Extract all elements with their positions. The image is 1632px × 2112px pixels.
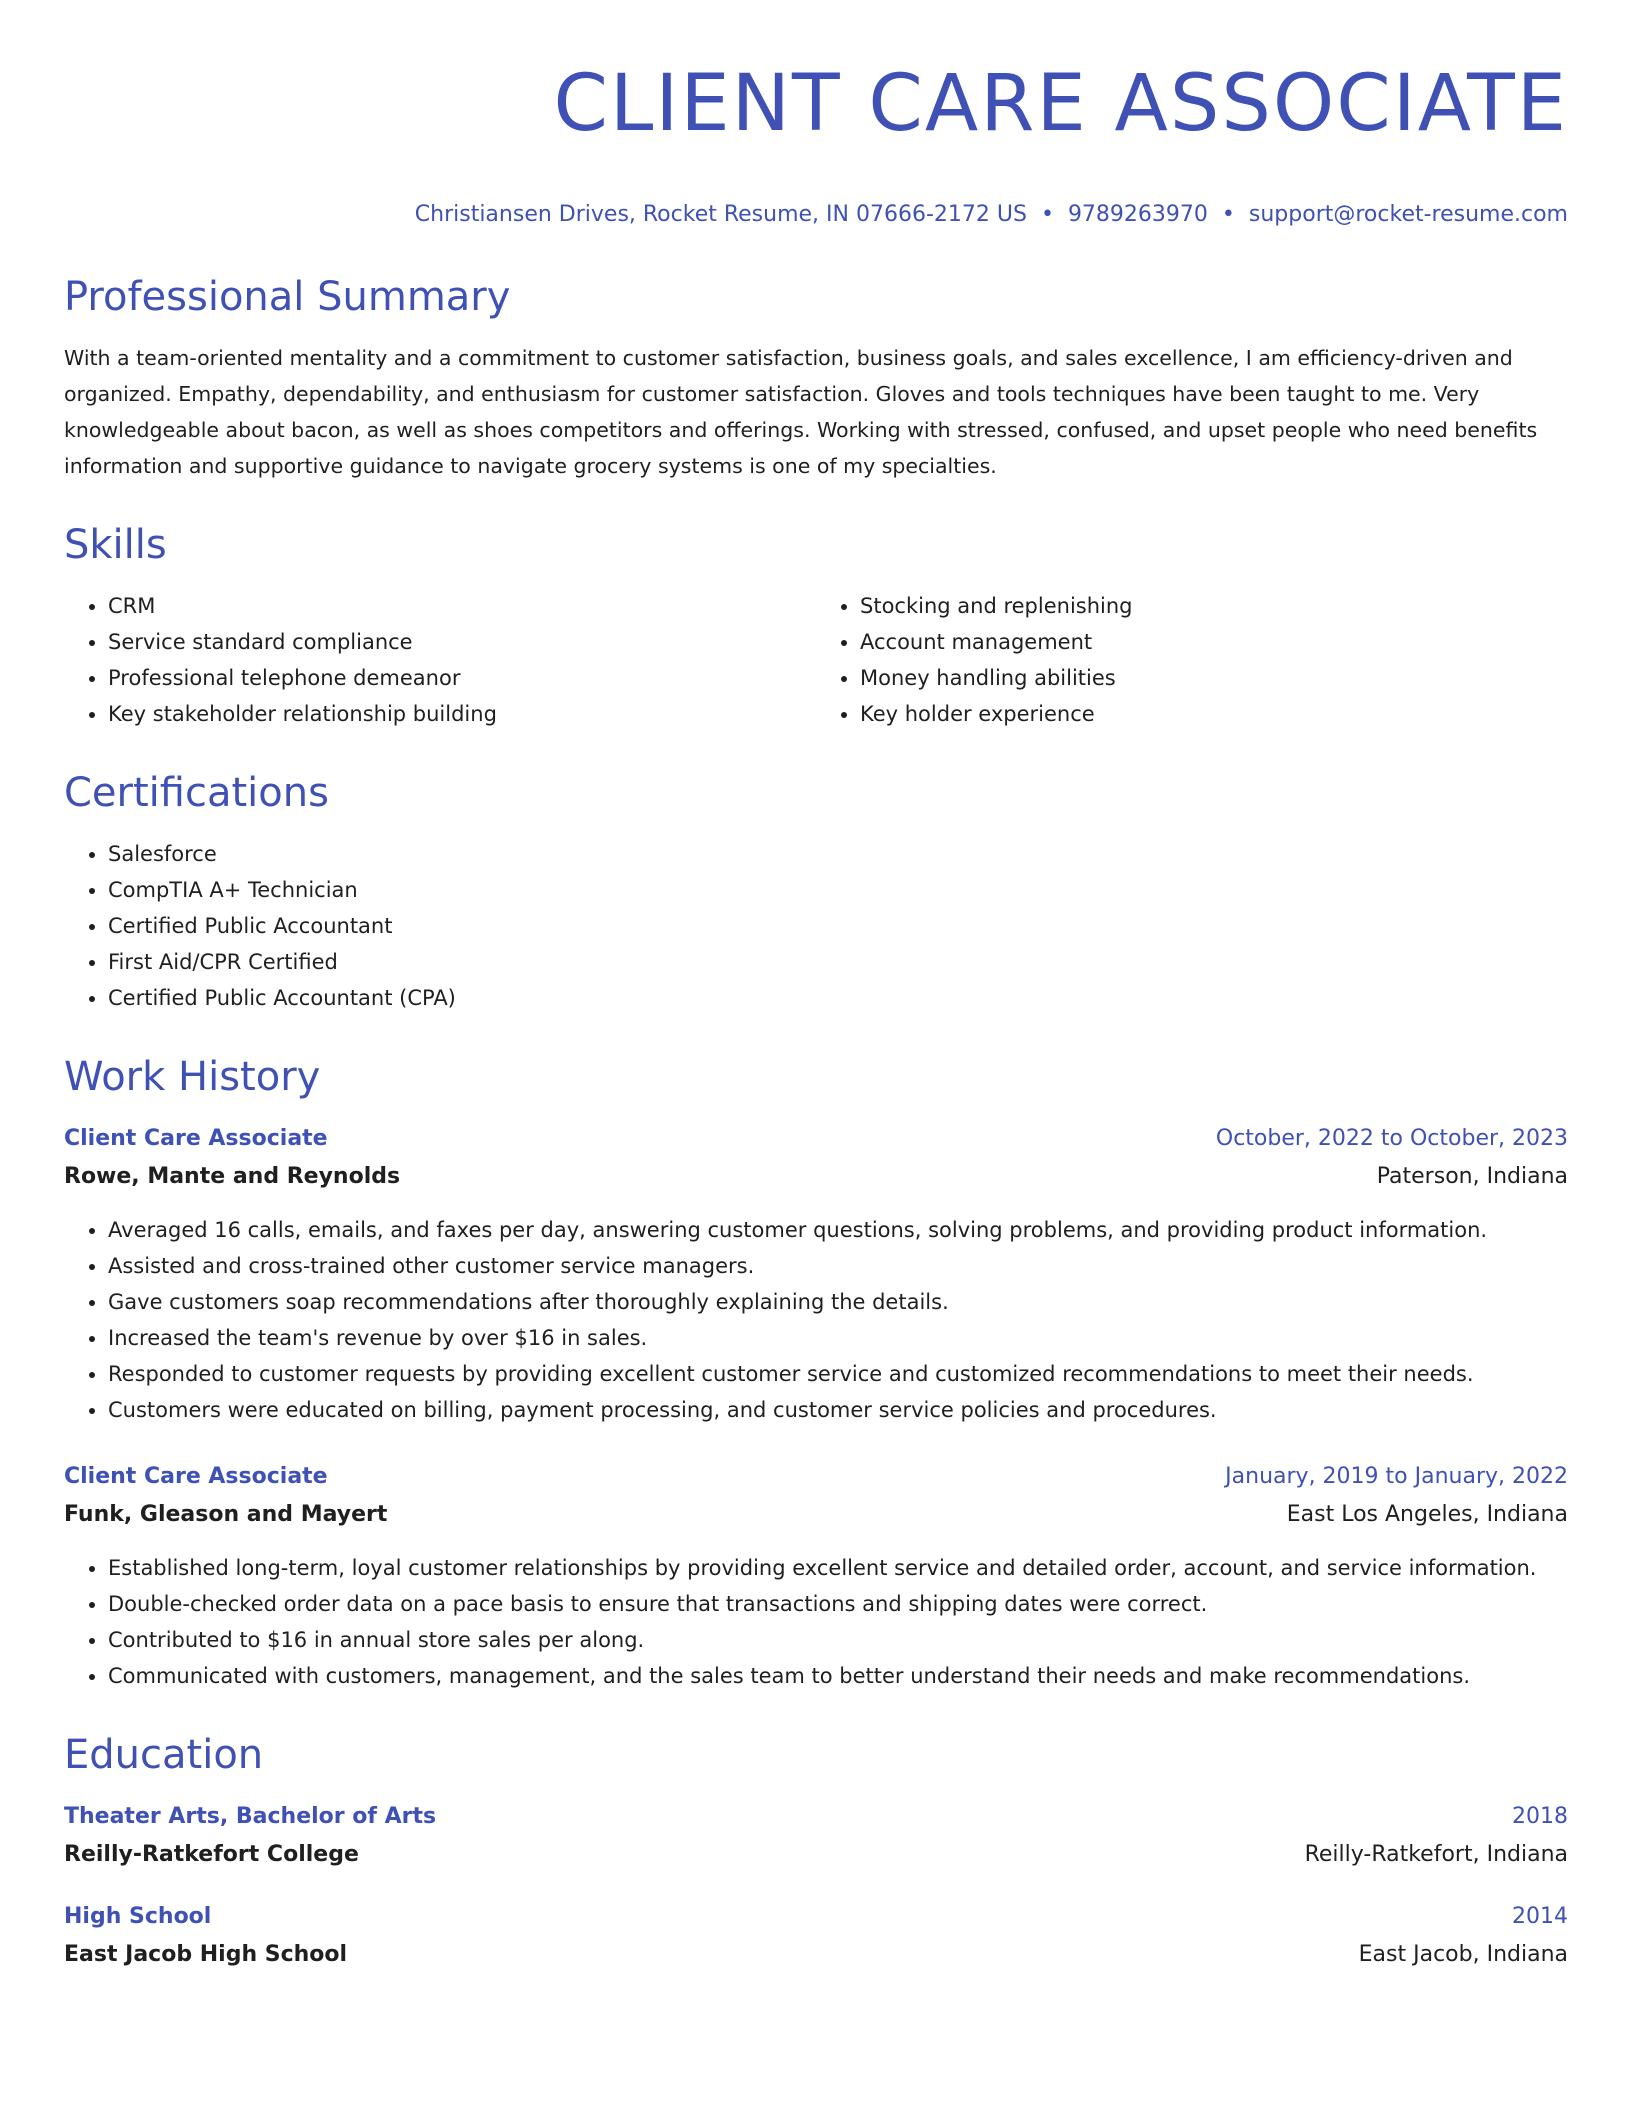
certification-item: • Certified Public Accountant (CPA) <box>108 980 1568 1016</box>
certifications-list <box>64 836 1568 1016</box>
skill-item: • Stocking and replenishing <box>860 588 1568 624</box>
job-bullets <box>64 1550 1568 1694</box>
degree: Theater Arts, Bachelor of Arts <box>64 1804 437 1829</box>
education-header-row <box>64 1798 1568 1836</box>
degree: High School <box>64 1904 212 1929</box>
skill-item: • Professional telephone demeanor <box>108 660 816 696</box>
job-bullet: • Contributed to $16 in annual store sales per along. <box>108 1622 1568 1658</box>
education-school-row <box>64 1936 1568 1974</box>
job-location: Paterson, Indiana <box>1376 1164 1568 1189</box>
certification-item: • Salesforce <box>108 836 1568 872</box>
job-bullet: • Customers were educated on billing, payment processing, and customer service policies and procedures. <box>108 1392 1568 1428</box>
education-header-row <box>64 1898 1568 1936</box>
school-name: Reilly-Ratkefort College <box>64 1842 359 1867</box>
skills-column-right <box>816 588 1568 732</box>
job-title: Client Care Associate <box>64 1464 328 1489</box>
summary-heading: Professional Summary <box>64 274 511 320</box>
school-location: Reilly-Ratkefort, Indiana <box>1304 1842 1568 1867</box>
job-bullet: • Responded to customer requests by providing excellent customer service and customized recommendations to meet their needs. <box>108 1356 1568 1392</box>
address: Christiansen Drives, Rocket Resume, IN 07666-2172 US <box>414 202 1027 227</box>
job-company-row <box>64 1496 1568 1534</box>
skills-column-left <box>64 588 816 732</box>
job-bullets <box>64 1212 1568 1428</box>
job-bullet: • Communicated with customers, management, and the sales team to better understand their needs and make recommendations. <box>108 1658 1568 1694</box>
job-company: Rowe, Mante and Reynolds <box>64 1164 401 1189</box>
skills-list <box>64 588 1568 732</box>
phone: 9789263970 <box>1067 202 1208 227</box>
job-header-row <box>64 1120 1568 1158</box>
job-bullet: • Averaged 16 calls, emails, and faxes per day, answering customer questions, solving problems, and providing product information. <box>108 1212 1568 1248</box>
skill-item: • Account management <box>860 624 1568 660</box>
certifications-heading: Certifications <box>64 770 329 816</box>
school-location: East Jacob, Indiana <box>1358 1942 1568 1967</box>
work-history-heading: Work History <box>64 1054 321 1100</box>
graduation-year: 2018 <box>1512 1804 1568 1829</box>
job-bullet: • Increased the team's revenue by over $16 in sales. <box>108 1320 1568 1356</box>
job-entry <box>64 1120 1568 1428</box>
skill-item: • Key holder experience <box>860 696 1568 732</box>
job-dates: October, 2022 to October, 2023 <box>1215 1126 1568 1151</box>
separator-dot: • <box>1040 202 1054 227</box>
contact-line <box>64 200 1568 230</box>
education-heading: Education <box>64 1732 264 1778</box>
separator-dot: • <box>1221 202 1235 227</box>
job-bullet: • Double-checked order data on a pace basis to ensure that transactions and shipping dates were correct. <box>108 1586 1568 1622</box>
skill-item: • Money handling abilities <box>860 660 1568 696</box>
skill-item: • Service standard compliance <box>108 624 816 660</box>
job-location: East Los Angeles, Indiana <box>1286 1502 1568 1527</box>
job-company: Funk, Gleason and Mayert <box>64 1502 388 1527</box>
skills-heading: Skills <box>64 522 167 568</box>
email-link[interactable]: support@rocket-resume.com <box>1248 202 1568 227</box>
job-bullet: • Established long-term, loyal customer relationships by providing excellent service and detailed order, account, and service information. <box>108 1550 1568 1586</box>
job-bullet: • Assisted and cross-trained other customer service managers. <box>108 1248 1568 1284</box>
job-title: Client Care Associate <box>64 1126 328 1151</box>
resume-title: CLIENT CARE ASSOCIATE <box>553 59 1568 149</box>
education-entry <box>64 1898 1568 1974</box>
certification-item: • CompTIA A+ Technician <box>108 872 1568 908</box>
job-entry <box>64 1458 1568 1694</box>
graduation-year: 2014 <box>1512 1904 1568 1929</box>
certification-item: • First Aid/CPR Certified <box>108 944 1568 980</box>
summary-text: With a team-oriented mentality and a commitment to customer satisfaction, business goals, and sales excellence, I am efficiency-driven and organized. Empathy, dependability, and enthusiasm for customer satisfaction. Gloves and tools techniques have been taught to me. Very knowledgeable about bacon, as well as shoes competitors and offerings. Working with stressed, confused, and upset people who need benefits information and supportive guidance to navigate grocery systems is one of my specialties. <box>64 346 1538 478</box>
job-bullet: • Gave customers soap recommendations after thoroughly explaining the details. <box>108 1284 1568 1320</box>
skill-item: • Key stakeholder relationship building <box>108 696 816 732</box>
education-school-row <box>64 1836 1568 1874</box>
skill-item: • CRM <box>108 588 816 624</box>
education-entry <box>64 1798 1568 1874</box>
job-header-row <box>64 1458 1568 1496</box>
job-dates: January, 2019 to January, 2022 <box>1225 1464 1568 1489</box>
job-company-row <box>64 1158 1568 1196</box>
certification-item: • Certified Public Accountant <box>108 908 1568 944</box>
school-name: East Jacob High School <box>64 1942 348 1967</box>
